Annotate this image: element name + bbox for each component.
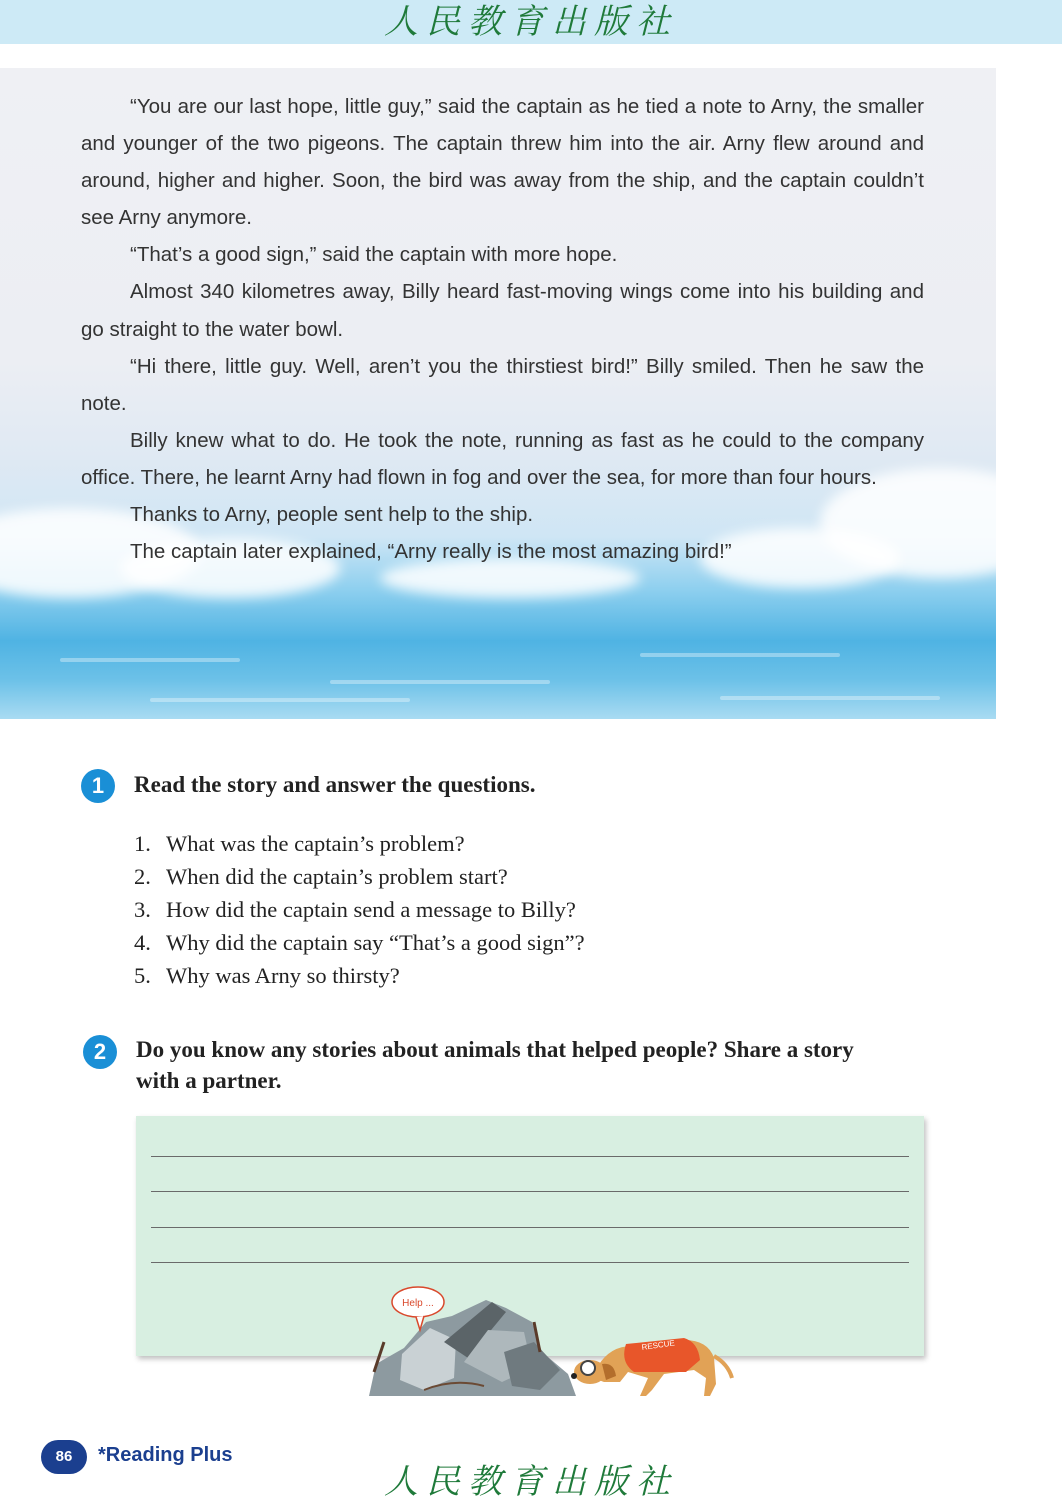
question-item — [134, 860, 585, 893]
exercise-2-instruction-line-2: with a partner. — [136, 1068, 282, 1093]
answer-line[interactable] — [151, 1227, 909, 1228]
publisher-logo-footer: 人民教育出版社 — [384, 1462, 678, 1502]
question-text: Why did the captain say “That’s a good sign”? — [166, 930, 585, 955]
dog-goggles — [581, 1361, 595, 1375]
speech-bubble-text: Help ... — [402, 1298, 434, 1309]
wave-shape — [640, 653, 840, 657]
question-number: 3. — [134, 897, 151, 922]
wave-shape — [150, 698, 410, 702]
wave-shape — [330, 680, 550, 684]
question-item — [134, 893, 585, 926]
dog-nose — [571, 1373, 577, 1379]
rescue-dog-illustration — [364, 1282, 734, 1400]
story-paragraph: “Hi there, little guy. Well, aren’t you the thirstiest bird!” Billy smiled. Then he saw the note. — [81, 354, 924, 415]
question-list — [134, 827, 585, 992]
section-label: *Reading Plus — [98, 1444, 233, 1466]
page-number-badge: 86 — [41, 1440, 87, 1474]
wave-shape — [720, 696, 940, 700]
story-paragraph: Thanks to Arny, people sent help to the ship. — [130, 503, 534, 527]
question-item — [134, 959, 585, 992]
question-text: Why was Arny so thirsty? — [166, 963, 400, 988]
story-paragraph: The captain later explained, “Arny really is the most amazing bird!” — [130, 540, 732, 564]
exercise-1-instruction: Read the story and answer the questions. — [134, 772, 536, 797]
story-paragraph: Almost 340 kilometres away, Billy heard fast-moving wings come into his building and go straight to the water bowl. — [81, 280, 924, 341]
exercise-2-number-badge: 2 — [83, 1035, 117, 1069]
question-item — [134, 926, 585, 959]
question-number: 5. — [134, 963, 151, 988]
dog-tail — [714, 1356, 732, 1378]
answer-line[interactable] — [151, 1156, 909, 1157]
rescue-vest-label: RESCUE — [641, 1338, 676, 1352]
question-text: When did the captain’s problem start? — [166, 864, 508, 889]
question-number: 1. — [134, 831, 151, 856]
question-number: 4. — [134, 930, 151, 955]
question-item — [134, 827, 585, 860]
story-paragraph: “That’s a good sign,” said the captain with more hope. — [130, 243, 618, 267]
story-paragraph: “You are our last hope, little guy,” said the captain as he tied a note to Arny, the smaller and younger of the two pigeons. The captain threw him into the air. Arny flew around and around, higher and higher. Soon, the bird was away from the ship, and the captain couldn’t see Arny anymore. — [81, 95, 924, 230]
answer-line[interactable] — [151, 1262, 909, 1263]
publisher-logo: 人民教育出版社 — [384, 2, 678, 42]
question-text: What was the captain’s problem? — [166, 831, 465, 856]
question-text: How did the captain send a message to Billy? — [166, 897, 576, 922]
answer-line[interactable] — [151, 1191, 909, 1192]
question-number: 2. — [134, 864, 151, 889]
wave-shape — [60, 658, 240, 662]
exercise-2-instruction-line-1: Do you know any stories about animals that helped people? Share a story — [136, 1037, 854, 1062]
exercise-1-number-badge: 1 — [81, 769, 115, 803]
story-paragraph: Billy knew what to do. He took the note, running as fast as he could to the company office. There, he learnt Arny had flown in fog and over the sea, for more than four hours. — [81, 428, 924, 489]
story-text — [81, 88, 924, 570]
